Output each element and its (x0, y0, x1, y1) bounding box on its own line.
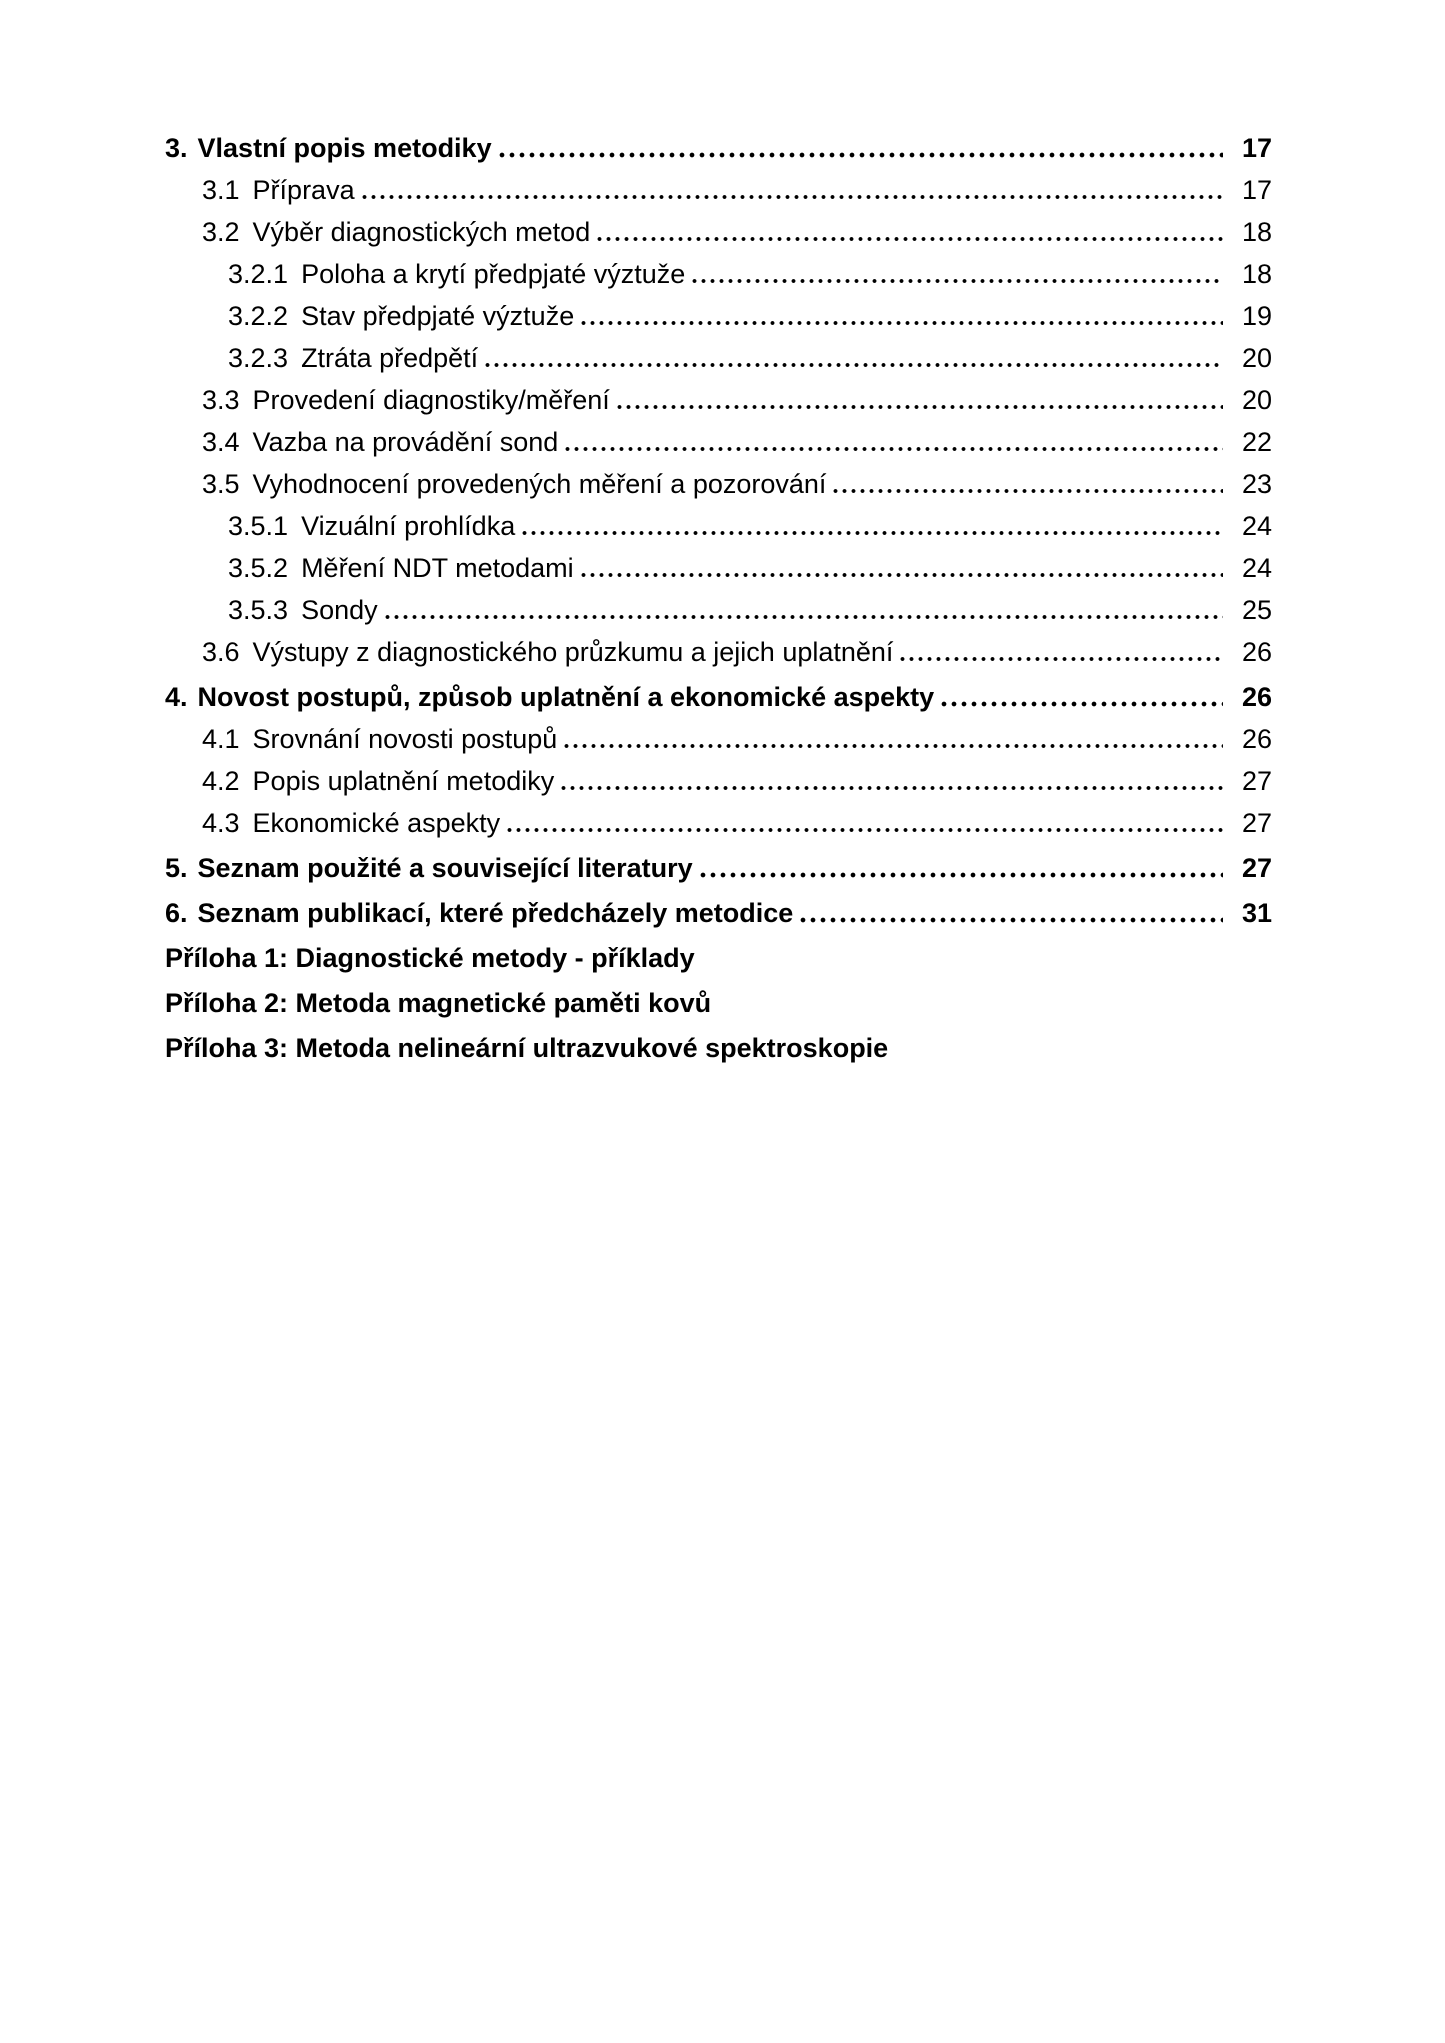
dot-leader (559, 785, 1223, 791)
toc-entry-page: 17 (1241, 133, 1272, 163)
toc-entry-title: Popis uplatnění metodiky (252, 766, 555, 796)
toc-entry-page: 26 (1241, 637, 1272, 667)
dot-leader (898, 656, 1223, 662)
dot-leader (497, 152, 1223, 158)
toc-entry-title: Novost postupů, způsob uplatnění a ekonomické aspekty (197, 682, 935, 712)
toc-entry-title: Vyhodnocení provedených měření a pozorování (252, 469, 827, 499)
dot-leader (360, 194, 1223, 200)
dot-leader (615, 404, 1223, 410)
toc-entry[interactable] (165, 852, 1272, 885)
toc-entry-page: 24 (1241, 511, 1272, 541)
toc-entry-page: 24 (1241, 553, 1272, 583)
toc-entry-title: Výstupy z diagnostického průzkumu a jejich uplatnění (252, 637, 894, 667)
toc-entry-number: 4.2 (202, 766, 240, 796)
toc-entry-appendix[interactable] (165, 987, 1272, 1020)
dot-leader (563, 446, 1223, 452)
toc-entry-number: 3.1 (202, 175, 240, 205)
toc-entry[interactable] (165, 132, 1272, 165)
toc-entry-number: 4.3 (202, 808, 240, 838)
toc-entry-title: Měření NDT metodami (301, 553, 574, 583)
toc-entry-page: 25 (1241, 595, 1272, 625)
toc-entry[interactable] (165, 426, 1272, 459)
toc-entry-title: Stav předpjaté výztuže (301, 301, 575, 331)
toc-entry-page: 27 (1241, 853, 1272, 883)
toc-entry-number: 3.5.1 (228, 511, 289, 541)
toc-entry-title: Ztráta předpětí (301, 343, 479, 373)
toc-entry-number: 3.2 (202, 217, 240, 247)
toc-entry[interactable] (165, 258, 1272, 291)
toc-entry[interactable] (165, 468, 1272, 501)
toc-entry-number: 4. (165, 682, 188, 712)
toc-entry-number: 3.3 (202, 385, 240, 415)
dot-leader (798, 917, 1223, 923)
dot-leader (483, 362, 1223, 368)
toc-entry[interactable] (165, 510, 1272, 543)
toc-entry-number: 3.5.2 (228, 553, 289, 583)
dot-leader (505, 827, 1223, 833)
toc-entry-title: Příprava (252, 175, 355, 205)
toc-entry-number: 5. (165, 853, 188, 883)
toc-entry-page: 26 (1241, 682, 1272, 712)
toc-entry-number: 4.1 (202, 724, 240, 754)
toc-entry-title: Vazba na provádění sond (252, 427, 559, 457)
toc-entry-title: Výběr diagnostických metod (252, 217, 591, 247)
toc-entry-number: 3.5.3 (228, 595, 289, 625)
toc-entry-number: 3. (165, 133, 188, 163)
toc-entry-page: 20 (1241, 343, 1272, 373)
toc-entry-page: 17 (1241, 175, 1272, 205)
toc-entry[interactable] (165, 552, 1272, 585)
toc-entry-page: 22 (1241, 427, 1272, 457)
dot-leader (383, 614, 1223, 620)
toc-entry[interactable] (165, 765, 1272, 798)
dot-leader (562, 743, 1223, 749)
toc-entry-number: 3.2.2 (228, 301, 289, 331)
dot-leader (520, 530, 1223, 536)
toc-entry-title: Sondy (301, 595, 378, 625)
toc-entry-page: 27 (1241, 766, 1272, 796)
toc-entry[interactable] (165, 807, 1272, 840)
dot-leader (579, 572, 1223, 578)
toc-entry[interactable] (165, 384, 1272, 417)
toc-entry-appendix[interactable] (165, 1032, 1272, 1065)
toc-entry[interactable] (165, 216, 1272, 249)
dot-leader (579, 320, 1223, 326)
toc-entry-number: 6. (165, 898, 188, 928)
toc-entry-title: Poloha a krytí předpjaté výztuže (301, 259, 686, 289)
toc-entry-page: 18 (1241, 259, 1272, 289)
toc-page (165, 132, 1272, 1074)
toc-entry[interactable] (165, 594, 1272, 627)
toc-entry-title: Provedení diagnostiky/měření (252, 385, 610, 415)
toc-entry-title: Vizuální prohlídka (301, 511, 516, 541)
toc-entry-title: Seznam publikací, které předcházely metodice (197, 898, 794, 928)
toc-entry[interactable] (165, 300, 1272, 333)
dot-leader (595, 236, 1223, 242)
toc-entry-page: 31 (1241, 898, 1272, 928)
toc-entry-number: 3.4 (202, 427, 240, 457)
dot-leader (939, 701, 1223, 707)
toc-entry[interactable] (165, 342, 1272, 375)
toc-entry-title: Srovnání novosti postupů (252, 724, 558, 754)
toc-entry-page: 26 (1241, 724, 1272, 754)
toc-entry[interactable] (165, 174, 1272, 207)
dot-leader (698, 872, 1223, 878)
toc-entry-number: 3.6 (202, 637, 240, 667)
toc-entry-title: Vlastní popis metodiky (197, 133, 492, 163)
toc-entry-page: 19 (1241, 301, 1272, 331)
toc-entry-page: 20 (1241, 385, 1272, 415)
toc-entry-title: Příloha 2: Metoda magnetické paměti kovů (165, 988, 712, 1018)
dot-leader (690, 278, 1223, 284)
toc-entry[interactable] (165, 636, 1272, 669)
toc-entry-title: Příloha 1: Diagnostické metody - příklady (165, 943, 695, 973)
toc-entry-number: 3.2.1 (228, 259, 289, 289)
toc-entry-page: 27 (1241, 808, 1272, 838)
toc-entry-number: 3.5 (202, 469, 240, 499)
toc-entry-page: 23 (1241, 469, 1272, 499)
toc-entry[interactable] (165, 681, 1272, 714)
toc-entry-title: Příloha 3: Metoda nelineární ultrazvukové spektroskopie (165, 1033, 889, 1063)
toc-entry-page: 18 (1241, 217, 1272, 247)
toc-entry-appendix[interactable] (165, 942, 1272, 975)
toc-entry[interactable] (165, 723, 1272, 756)
toc-entry-number: 3.2.3 (228, 343, 289, 373)
toc-entry-title: Seznam použité a související literatury (197, 853, 693, 883)
dot-leader (831, 488, 1223, 494)
toc-entry[interactable] (165, 897, 1272, 930)
toc-entry-title: Ekonomické aspekty (252, 808, 501, 838)
